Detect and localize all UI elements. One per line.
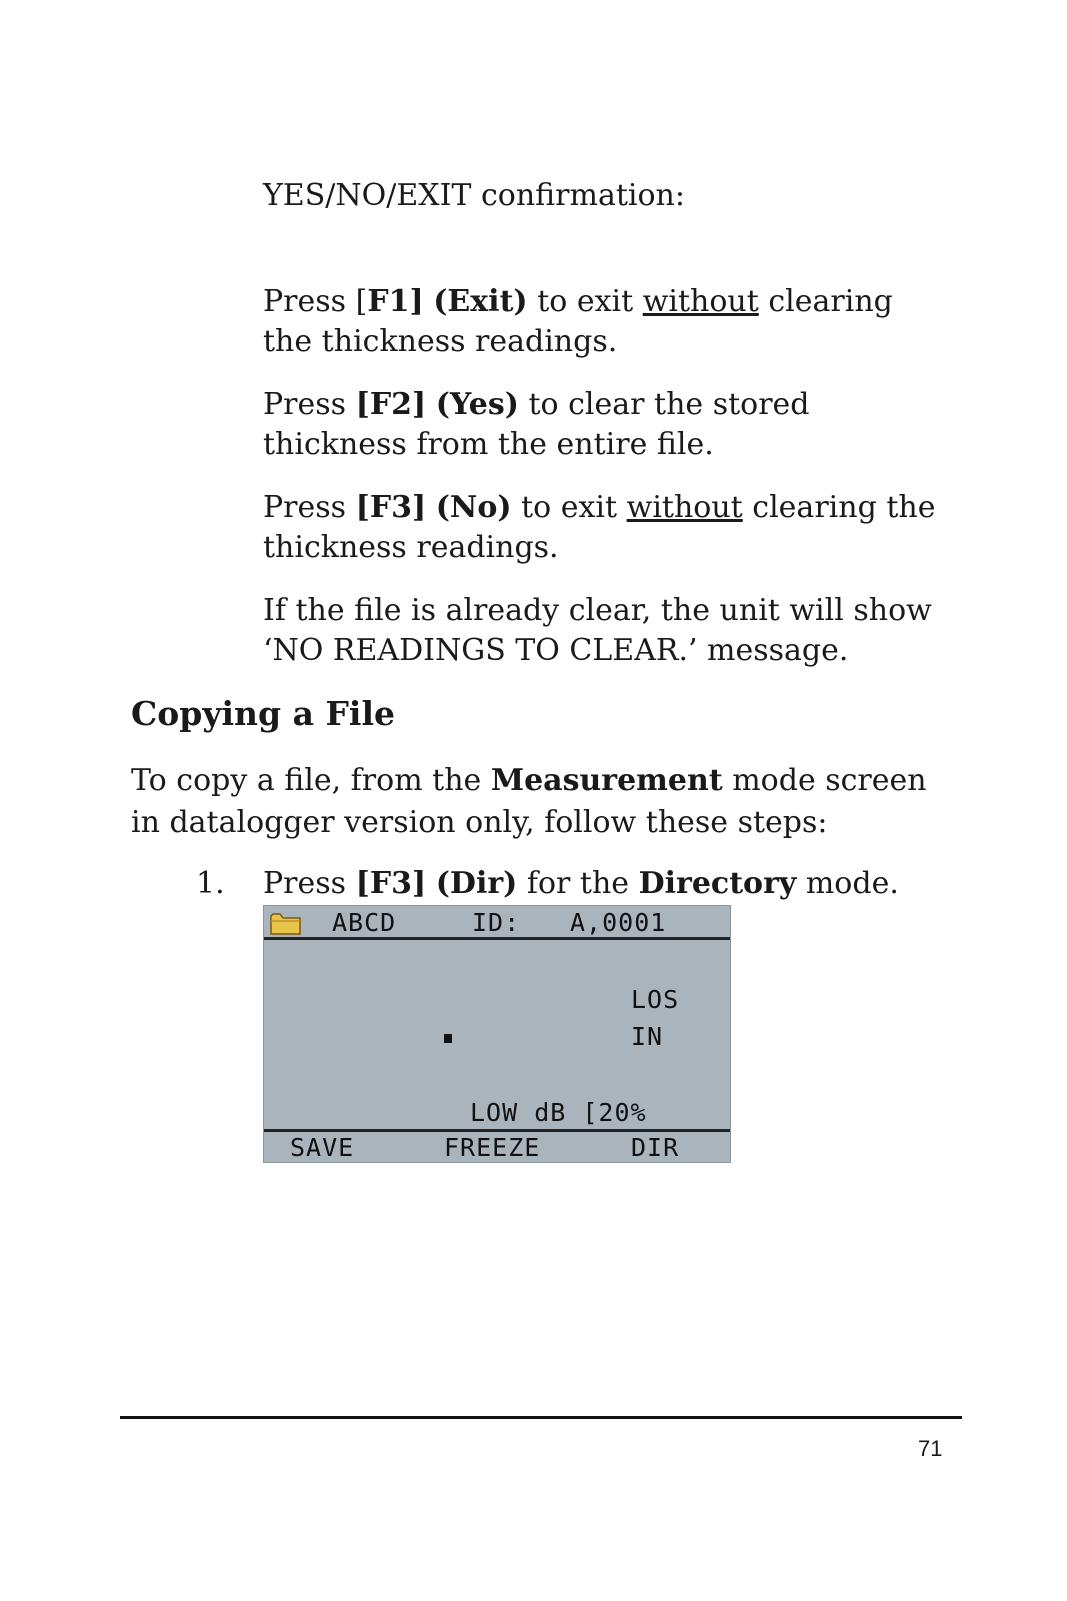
softkey-dir: DIR: [631, 1133, 680, 1162]
lcd-cursor: [444, 1034, 452, 1043]
lcd-file-name: ABCD: [332, 908, 397, 937]
f1-instruction: Press [F1] (Exit) to exit without clearing the thickness readings.: [263, 284, 893, 359]
folder-icon: [270, 912, 302, 936]
lcd-id-label: ID:: [472, 908, 521, 937]
f2-instruction: Press [F2] (Yes) to clear the stored thickness from the entire file.: [263, 387, 810, 462]
section-heading: Copying a File: [131, 694, 395, 733]
lcd-status-in: IN: [631, 1022, 664, 1051]
lcd-gain-text: LOW dB [20%: [470, 1098, 647, 1127]
lcd-status-los: LOS: [631, 985, 680, 1014]
already-clear-note: If the file is already clear, the unit will show ‘NO READINGS TO CLEAR.’ message.: [263, 593, 932, 668]
footer-rule: [120, 1416, 962, 1419]
intro-paragraph: To copy a file, from the Measurement mode screen in datalogger version only, follow these steps:: [131, 763, 927, 840]
lcd-header: [264, 906, 730, 940]
lcd-screen: [263, 905, 731, 1163]
lcd-id-value: A,0001: [570, 908, 667, 937]
lcd-softkey-bar: [264, 1129, 730, 1162]
page-number: 71: [918, 1436, 943, 1461]
step-1-text: Press [F3] (Dir) for the Directory mode.: [263, 866, 899, 901]
step-number: 1.: [196, 866, 225, 901]
confirmation-line: YES/NO/EXIT confirmation:: [263, 178, 685, 213]
softkey-save: SAVE: [290, 1133, 355, 1162]
softkey-freeze: FREEZE: [444, 1133, 541, 1162]
f3-instruction: Press [F3] (No) to exit without clearing the thickness readings.: [263, 490, 936, 565]
